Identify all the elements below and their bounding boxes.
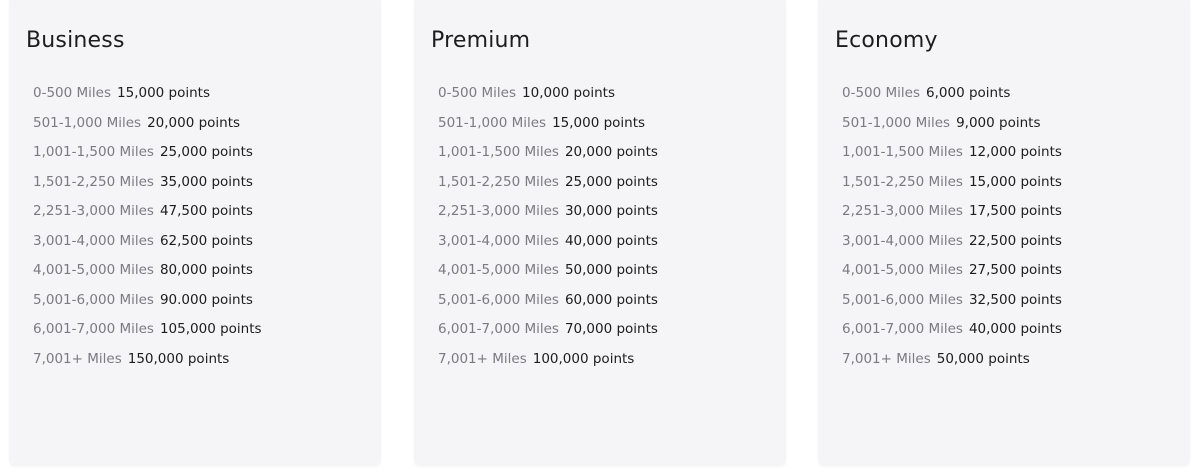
tier-range: 1,501-2,250 Miles	[33, 173, 154, 190]
tier-range: 0-500 Miles	[842, 85, 921, 101]
tier-points: 27,500 points	[968, 262, 1062, 278]
tier-row	[842, 83, 1062, 113]
tier-points: 60,000 points	[564, 291, 658, 308]
tier-range: 501-1,000 Miles	[842, 114, 951, 131]
tier-points: 9,000 points	[956, 114, 1041, 131]
tier-row	[842, 201, 1062, 231]
premium-card	[414, 0, 786, 466]
tier-row	[33, 231, 262, 261]
tier-row	[33, 83, 262, 113]
tier-row	[33, 172, 262, 202]
tier-row	[438, 319, 658, 349]
tier-points: 40,000 points	[968, 321, 1062, 337]
tier-row	[438, 260, 658, 290]
tier-range: 3,001-4,000 Miles	[438, 232, 559, 249]
tier-points: 30,000 points	[564, 203, 658, 219]
tier-row	[33, 349, 262, 379]
economy-card	[818, 0, 1190, 466]
tier-points: 17,500 points	[968, 203, 1062, 219]
tier-range: 501-1,000 Miles	[33, 114, 142, 131]
tier-row	[438, 172, 658, 202]
business-tier-list	[33, 83, 262, 378]
tier-points: 90.000 points	[159, 291, 253, 308]
tier-row	[842, 172, 1062, 202]
tier-points: 50,000 points	[936, 350, 1030, 367]
tier-range: 5,001-6,000 Miles	[33, 291, 154, 308]
tier-range: 5,001-6,000 Miles	[842, 291, 963, 308]
tier-row	[842, 231, 1062, 261]
tier-row	[842, 319, 1062, 349]
tier-points: 47,500 points	[159, 203, 253, 219]
tier-range: 6,001-7,000 Miles	[438, 321, 559, 337]
tier-range: 2,251-3,000 Miles	[438, 203, 559, 219]
tier-range: 2,251-3,000 Miles	[33, 203, 154, 219]
tier-points: 35,000 points	[159, 173, 253, 190]
economy-tier-list	[842, 83, 1062, 378]
economy-title: Economy	[835, 28, 938, 53]
tier-row	[438, 290, 658, 320]
tier-range: 6,001-7,000 Miles	[33, 321, 154, 337]
premium-tier-list	[438, 83, 658, 378]
tier-row	[33, 319, 262, 349]
tier-range: 0-500 Miles	[438, 85, 517, 101]
tier-range: 4,001-5,000 Miles	[33, 262, 154, 278]
tier-range: 1,501-2,250 Miles	[438, 173, 559, 190]
tier-points: 22,500 points	[968, 232, 1062, 249]
tier-points: 20,000 points	[564, 144, 658, 160]
tier-points: 20,000 points	[147, 114, 241, 131]
tier-row	[438, 83, 658, 113]
tier-row	[842, 349, 1062, 379]
tier-points: 50,000 points	[564, 262, 658, 278]
tier-points: 100,000 points	[532, 350, 635, 367]
tier-range: 501-1,000 Miles	[438, 114, 547, 131]
tier-points: 15,000 points	[552, 114, 646, 131]
tier-points: 6,000 points	[926, 85, 1011, 101]
tier-points: 25,000 points	[159, 144, 253, 160]
tier-range: 6,001-7,000 Miles	[842, 321, 963, 337]
tier-points: 15,000 points	[968, 173, 1062, 190]
tier-range: 7,001+ Miles	[33, 350, 122, 367]
tier-row	[438, 231, 658, 261]
tier-points: 10,000 points	[522, 85, 616, 101]
tier-row	[438, 201, 658, 231]
tier-row	[842, 142, 1062, 172]
business-title: Business	[26, 28, 125, 53]
tier-range: 2,251-3,000 Miles	[842, 203, 963, 219]
business-card	[9, 0, 381, 466]
tier-row	[842, 260, 1062, 290]
tier-range: 1,001-1,500 Miles	[842, 144, 963, 160]
tier-points: 25,000 points	[564, 173, 658, 190]
premium-title: Premium	[431, 28, 531, 53]
tier-points: 70,000 points	[564, 321, 658, 337]
tier-points: 80,000 points	[159, 262, 253, 278]
tier-points: 32,500 points	[968, 291, 1062, 308]
tier-row	[33, 290, 262, 320]
tier-range: 4,001-5,000 Miles	[842, 262, 963, 278]
tier-range: 4,001-5,000 Miles	[438, 262, 559, 278]
tier-row	[842, 113, 1062, 143]
tier-points: 12,000 points	[968, 144, 1062, 160]
tier-range: 7,001+ Miles	[842, 350, 931, 367]
tier-points: 62,500 points	[159, 232, 253, 249]
tier-range: 7,001+ Miles	[438, 350, 527, 367]
tier-range: 0-500 Miles	[33, 85, 112, 101]
tier-range: 3,001-4,000 Miles	[33, 232, 154, 249]
tier-range: 5,001-6,000 Miles	[438, 291, 559, 308]
tier-row	[33, 201, 262, 231]
tier-row	[33, 260, 262, 290]
tier-range: 1,001-1,500 Miles	[438, 144, 559, 160]
tier-row	[33, 142, 262, 172]
tier-row	[438, 349, 658, 379]
tier-range: 3,001-4,000 Miles	[842, 232, 963, 249]
tier-row	[438, 142, 658, 172]
tier-points: 105,000 points	[159, 321, 262, 337]
tier-points: 150,000 points	[127, 350, 230, 367]
tier-row	[33, 113, 262, 143]
tier-range: 1,001-1,500 Miles	[33, 144, 154, 160]
tier-range: 1,501-2,250 Miles	[842, 173, 963, 190]
tier-points: 15,000 points	[117, 85, 211, 101]
tier-row	[842, 290, 1062, 320]
tier-row	[438, 113, 658, 143]
tier-points: 40,000 points	[564, 232, 658, 249]
